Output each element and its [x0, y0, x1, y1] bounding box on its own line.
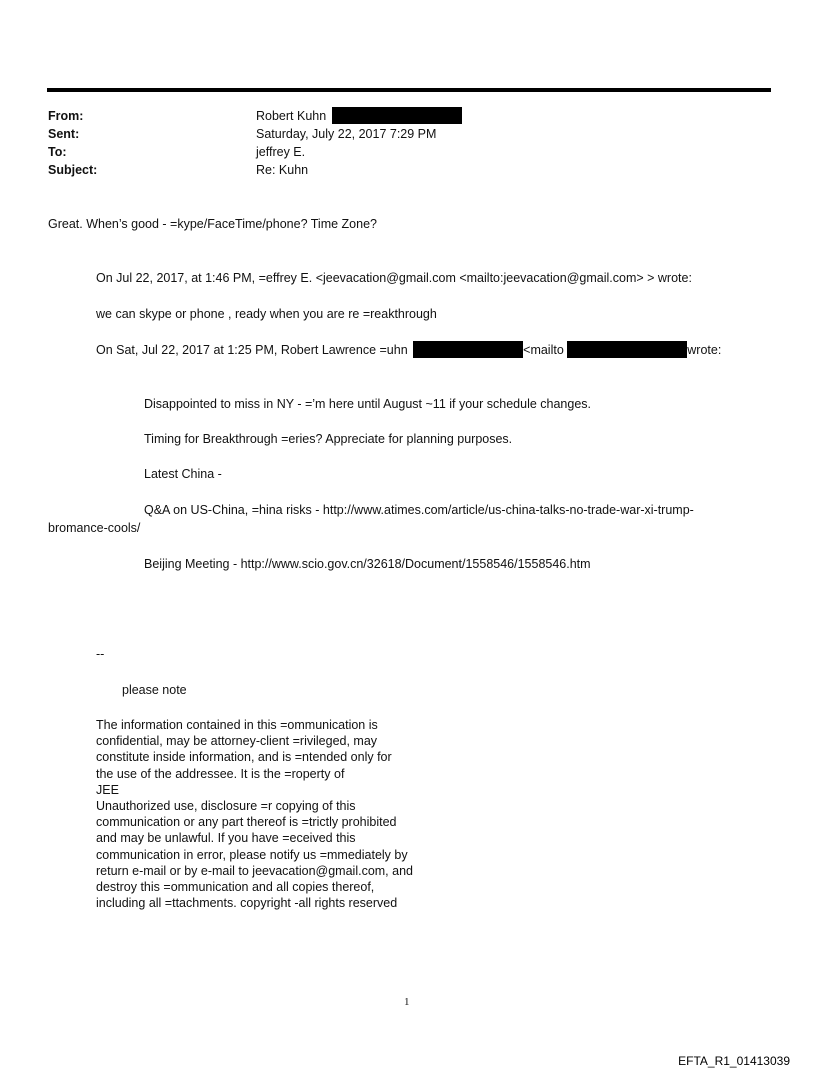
subject-value: Re: Kuhn	[256, 163, 309, 177]
quote2-header-text: On Sat, Jul 22, 2017 at 1:25 PM, Robert Lawrence =uhn	[96, 343, 408, 357]
atimes-link-continuation: bromance-cools/	[48, 521, 141, 535]
redaction-block	[332, 107, 462, 124]
wrote-text: wrote:	[687, 343, 722, 357]
disclaimer-line: confidential, may be attorney-client =rivileged, may	[96, 734, 378, 749]
reply-text: Great. When’s good - =kype/FaceTime/phone? Time Zone?	[48, 217, 377, 231]
disclaimer-line: constitute inside information, and is =ntended only for	[96, 750, 392, 765]
header-divider	[47, 88, 771, 92]
to-label: To:	[48, 145, 67, 159]
subject-label: Subject:	[48, 163, 98, 177]
scio-link-line: Beijing Meeting - http://www.scio.gov.cn/32618/Document/1558546/1558546.htm	[144, 557, 591, 571]
disclaimer-block	[96, 717, 456, 911]
disclaimer-line: and may be unlawful. If you have =eceived this	[96, 831, 356, 846]
disclaimer-line: communication or any part thereof is =trictly prohibited	[96, 815, 397, 830]
sent-label: Sent:	[48, 127, 80, 141]
from-label: From:	[48, 109, 84, 123]
disclaimer-line: destroy this =ommunication and all copies thereof,	[96, 880, 375, 895]
disclaimer-line: Unauthorized use, disclosure =r copying of this	[96, 799, 356, 814]
disclaimer-line: communication in error, please notify us =mmediately by	[96, 847, 408, 862]
signature-note: please note	[122, 683, 187, 697]
page-number: 1	[404, 996, 410, 1008]
atimes-link-line: Q&A on US-China, =hina risks - http://www.atimes.com/article/us-china-talks-no-trade-war-xi-trump-	[144, 503, 694, 517]
from-value	[256, 107, 462, 124]
quote1-header: On Jul 22, 2017, at 1:46 PM, =effrey E. <jeevacation@gmail.com <mailto:jeevacation@gmail.com> > wrote:	[96, 271, 692, 285]
redaction-block	[413, 341, 523, 358]
body-paragraph: Latest China -	[144, 467, 222, 481]
body-paragraph: Timing for Breakthrough =eries? Appreciate for planning purposes.	[144, 432, 513, 446]
mailto-text: <mailto	[523, 343, 564, 357]
quote1-text: we can skype or phone , ready when you are re =reakthrough	[96, 307, 437, 321]
disclaimer-line: the use of the addressee. It is the =roperty of	[96, 766, 345, 781]
to-value: jeffrey E.	[256, 145, 306, 159]
disclaimer-line: The information contained in this =ommunication is	[96, 718, 378, 732]
sent-value: Saturday, July 22, 2017 7:29 PM	[256, 127, 437, 141]
disclaimer-line: return e-mail or by e-mail to jeevacation@gmail.com, and	[96, 863, 413, 878]
sender-name: Robert Kuhn	[256, 109, 327, 123]
quote2-header	[96, 341, 721, 358]
document-id: EFTA_R1_01413039	[678, 1054, 790, 1068]
body-paragraph: Disappointed to miss in NY - =’m here until August ~11 if your schedule changes.	[144, 397, 592, 411]
redaction-block	[567, 341, 687, 358]
signature-dashes: --	[96, 647, 105, 661]
disclaimer-line: JEE	[96, 782, 119, 797]
disclaimer-line: including all =ttachments. copyright -all rights reserved	[96, 896, 398, 911]
